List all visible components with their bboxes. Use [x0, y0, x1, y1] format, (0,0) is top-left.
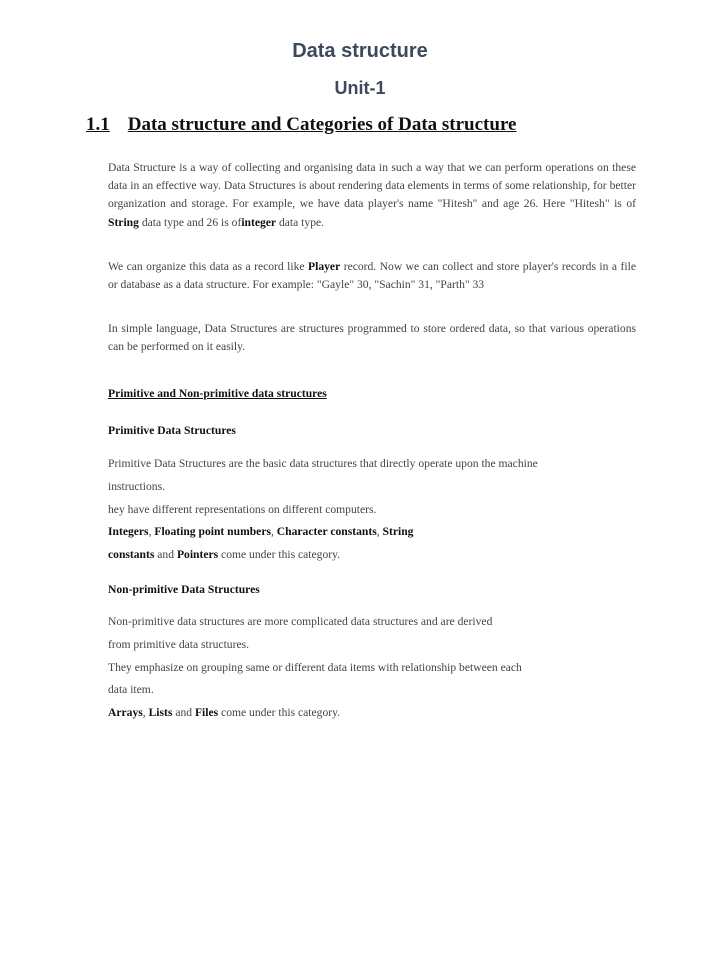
paragraph-text: Data Structure is a way of collecting and organising data in such a way that we can perform operations on these data in an effective way. Data Structures is about rendering data elements in terms of some relationship, for better organization and storage. For example, we have data player's name "Hitesh" and age 26. Here "Hitesh" is of: [108, 161, 636, 211]
bold-term-player: Player: [308, 260, 341, 273]
section-number: 1.1: [86, 114, 110, 135]
paragraph-simple-language: [108, 320, 636, 356]
conjunction: and: [172, 706, 195, 720]
section-heading-text: Data structure and Categories of Data structure: [127, 114, 517, 135]
text-line: They emphasize on grouping same or different data items with relationship between each: [108, 660, 522, 674]
text-line: [108, 544, 636, 567]
bold-term-integer: integer: [241, 215, 277, 229]
paragraph-text: data type.: [276, 215, 325, 229]
text-line: data item.: [108, 683, 154, 697]
bold-term-pointers: Pointers: [176, 548, 219, 562]
paragraph-text: record. Now we can collect and store player's records in a file or database as a data structure. For example: "Gayle" 30, "Sachin" 31, "Parth" 33: [108, 260, 636, 292]
text-tail: come under this category.: [218, 706, 341, 720]
section-heading: [86, 114, 516, 136]
bold-term-string: String: [108, 215, 139, 229]
text-line: [108, 702, 636, 725]
bold-term-lists: Lists: [148, 706, 173, 720]
paragraph-definition: [108, 159, 636, 232]
paragraph-text: data type and 26 is of: [138, 215, 242, 229]
heading-primitive: Primitive Data Structures: [108, 424, 236, 437]
bold-term-files: Files: [194, 706, 219, 720]
text-line: Non-primitive data structures are more complicated data structures and are derived: [108, 615, 493, 628]
paragraph-record-example: [108, 258, 636, 294]
text-tail: come under this category.: [218, 548, 341, 562]
heading-primitive-nonprimitive: Primitive and Non-primitive data structures: [108, 387, 327, 400]
document-subtitle: Unit-1: [334, 78, 386, 98]
heading-nonprimitive: Non-primitive Data Structures: [108, 583, 260, 596]
text-line: hey have different representations on different computers.: [108, 502, 377, 516]
bold-term-arrays: Arrays: [108, 706, 143, 720]
bold-term-character-constants: Character constants: [276, 525, 377, 539]
nonprimitive-description: [108, 611, 636, 725]
paragraph-text: In simple language, Data Structures are structures programmed to store ordered data, so that various operations can be performed on it easily.: [108, 322, 636, 354]
text-line: instructions.: [108, 479, 166, 493]
text-line: from primitive data structures.: [108, 637, 250, 651]
conjunction: and: [154, 548, 177, 562]
bold-term-constants: constants: [108, 548, 155, 562]
text-line: Primitive Data Structures are the basic data structures that directly operate upon the machine: [108, 457, 538, 470]
bold-term-floating-point: Floating point numbers: [154, 525, 271, 539]
bold-term-integers: Integers: [108, 525, 149, 539]
paragraph-text: We can organize this data as a record like: [108, 260, 309, 273]
bold-term-string: String: [382, 525, 414, 539]
primitive-description: [108, 453, 636, 567]
separator: ,: [148, 525, 155, 539]
text-line: [108, 521, 636, 544]
separator: ,: [142, 706, 149, 720]
separator: ,: [270, 525, 277, 539]
document-title: Data structure: [292, 40, 428, 62]
separator: ,: [376, 525, 383, 539]
